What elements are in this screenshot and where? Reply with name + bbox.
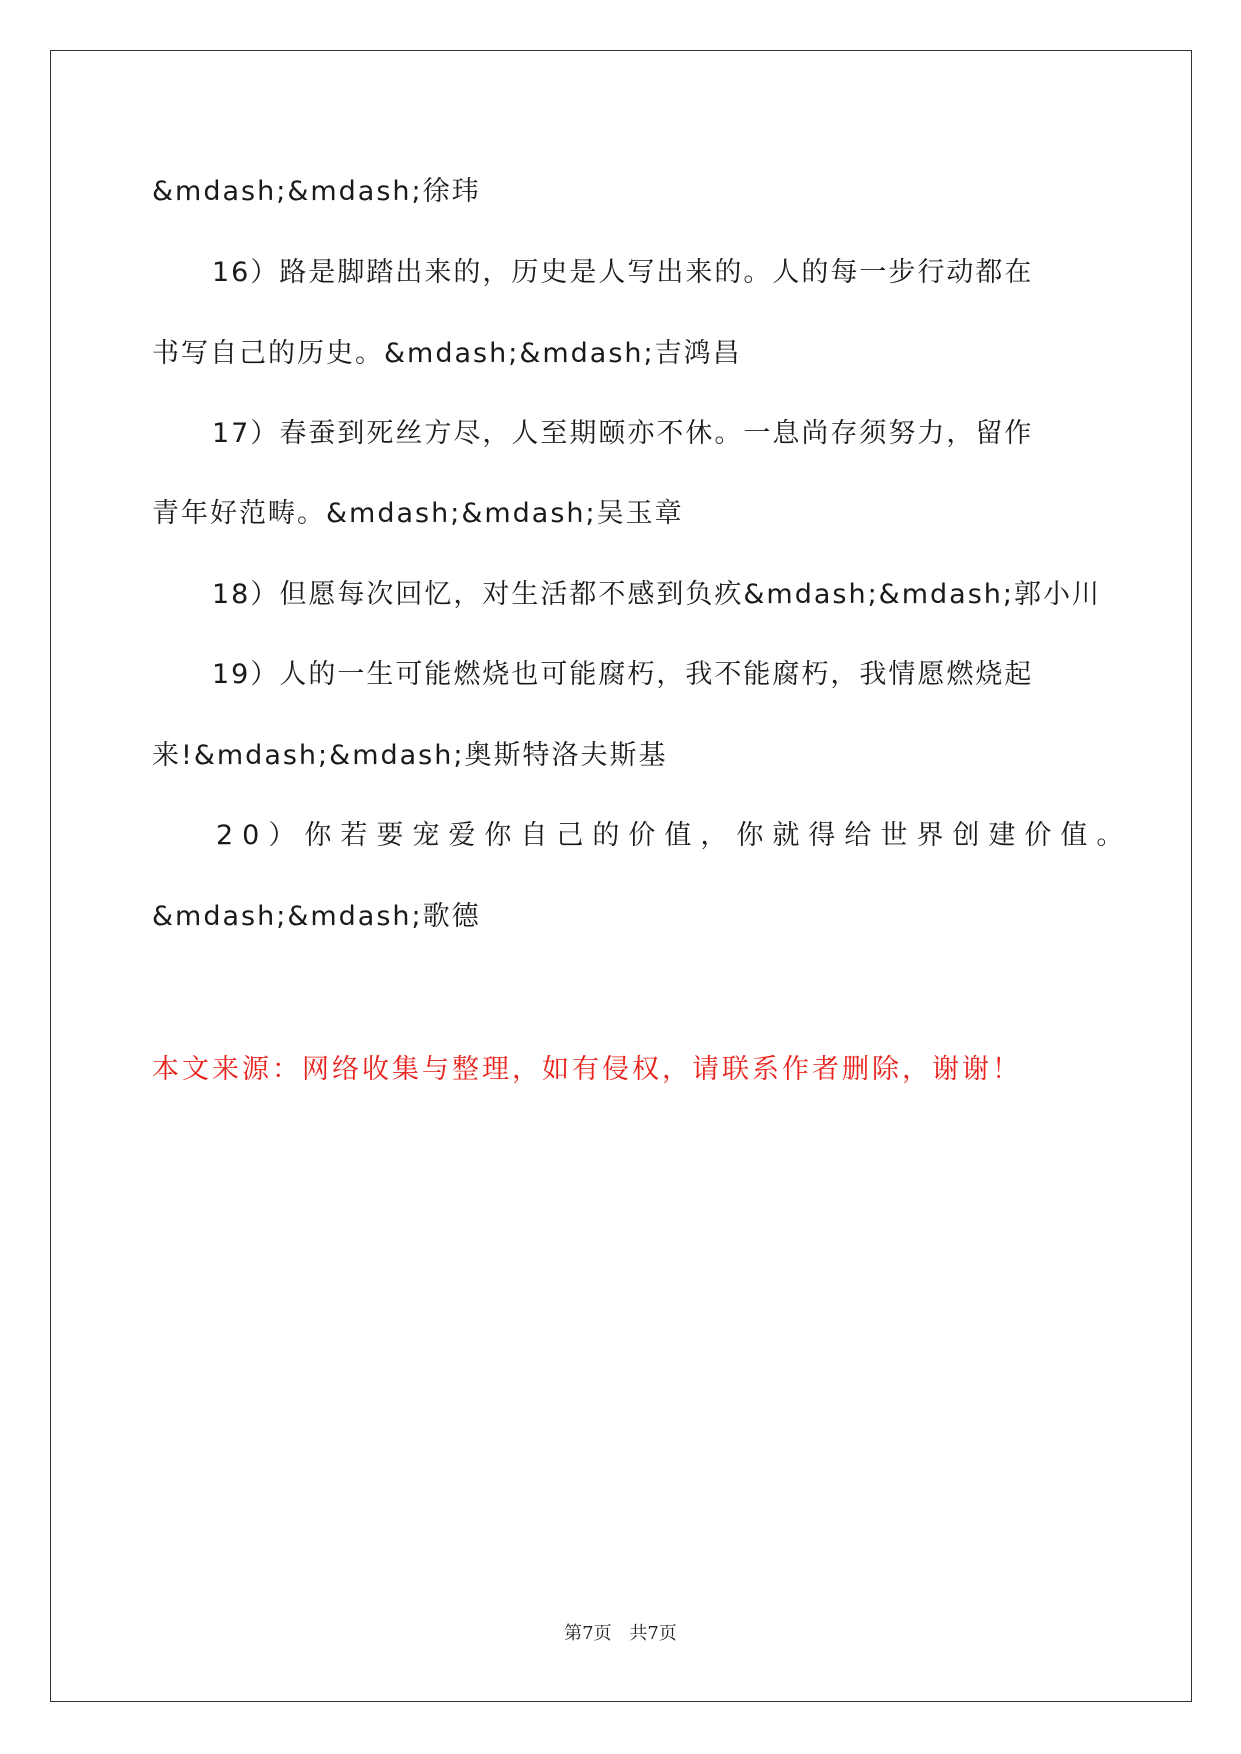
quote-line-2: 16）路是脚踏出来的，历史是人写出来的。人的每一步行动都在	[212, 257, 1034, 288]
quote-line-9: 20）你若要宠爱你自己的价值，你就得给世界创建价值。	[216, 820, 1133, 851]
quote-line-5: 青年好范畴。&mdash;&mdash;吴玉章	[152, 498, 684, 529]
quote-line-6: 18）但愿每次回忆，对生活都不感到负疚&mdash;&mdash;郭小川	[212, 579, 1101, 610]
quote-line-10: &mdash;&mdash;歌德	[152, 901, 481, 932]
quote-line-4: 17）春蚕到死丝方尽，人至期颐亦不休。一息尚存须努力，留作	[212, 418, 1034, 449]
quote-line-8: 来!&mdash;&mdash;奥斯特洛夫斯基	[152, 740, 668, 771]
page-total: 共7页	[629, 1623, 677, 1644]
quote-line-3: 书写自己的历史。&mdash;&mdash;吉鸿昌	[152, 338, 742, 369]
quote-line-1: &mdash;&mdash;徐玮	[152, 176, 481, 207]
page-border	[50, 50, 1192, 1702]
page-footer	[0, 1622, 1241, 1646]
source-note: 本文来源：网络收集与整理，如有侵权，请联系作者删除，谢谢！	[152, 1054, 1022, 1085]
quote-line-7: 19）人的一生可能燃烧也可能腐朽，我不能腐朽，我情愿燃烧起	[212, 659, 1034, 690]
page-number: 第7页	[564, 1623, 612, 1644]
